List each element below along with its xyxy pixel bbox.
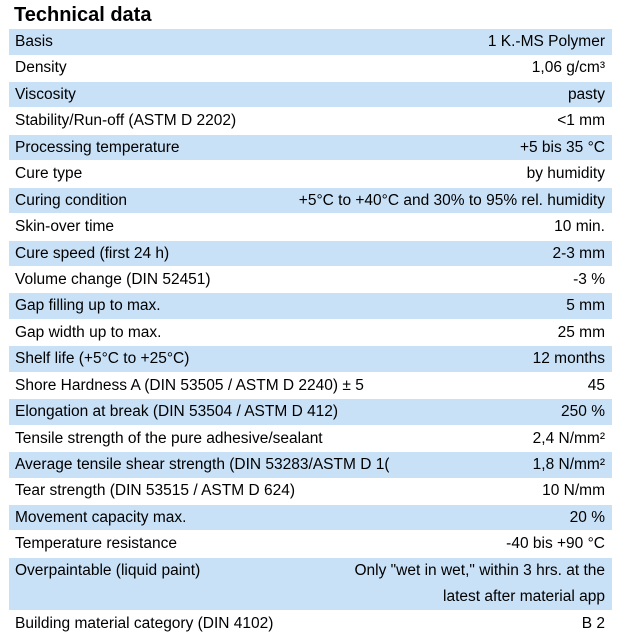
table-row xyxy=(9,161,612,187)
table-row xyxy=(9,478,612,504)
table-row xyxy=(9,426,612,452)
row-value: 1,8 N/mm² xyxy=(532,456,605,473)
row-value: 1 K.-MS Polymer xyxy=(487,33,605,50)
table-row xyxy=(9,267,612,293)
row-label: Building material category (DIN 4102) xyxy=(15,615,274,633)
row-value: +5°C to +40°C and 30% to 95% rel. humidity xyxy=(298,191,605,209)
row-value: by humidity xyxy=(526,165,605,183)
table-row xyxy=(9,293,612,319)
row-value: <1 mm xyxy=(557,112,605,130)
row-value: 1,06 g/cm³ xyxy=(531,59,605,77)
row-label: Cure type xyxy=(15,165,83,183)
row-label: Processing temperature xyxy=(15,138,180,156)
table-row xyxy=(9,55,612,81)
row-value: B 2 xyxy=(581,615,605,633)
row-label: Temperature resistance xyxy=(15,535,177,553)
row-label: Overpaintable (liquid paint) xyxy=(15,561,201,579)
table-row xyxy=(9,558,612,611)
row-label: Viscosity xyxy=(15,85,76,103)
table-row xyxy=(9,82,612,108)
row-label: Elongation at break (DIN 53504 / ASTM D 412) xyxy=(15,403,339,421)
row-label: Volume change (DIN 52451) xyxy=(15,270,211,288)
row-value: +5 bis 35 °C xyxy=(519,138,605,156)
technical-data-table xyxy=(9,29,612,638)
table-row xyxy=(9,399,612,425)
row-label: Tear strength (DIN 53515 / ASTM D 624) xyxy=(15,482,295,500)
row-label: Gap width up to max. xyxy=(15,323,162,341)
table-row xyxy=(9,320,612,346)
row-value: 10 N/mm xyxy=(542,482,605,500)
table-row xyxy=(9,373,612,399)
table-row xyxy=(9,214,612,240)
row-value: 250 % xyxy=(561,403,605,421)
table-row xyxy=(9,135,612,161)
page-title: Technical data xyxy=(14,4,152,26)
row-label: Basis xyxy=(15,33,53,50)
table-row xyxy=(9,505,612,531)
row-value: pasty xyxy=(567,85,605,103)
row-label: Density xyxy=(15,59,67,77)
row-value: 12 months xyxy=(532,350,605,368)
row-label: Tensile strength of the pure adhesive/sealant xyxy=(15,429,323,447)
row-value: -3 % xyxy=(573,270,605,288)
row-value: 20 % xyxy=(569,508,605,526)
row-value: 5 mm xyxy=(566,297,605,315)
row-label: Shore Hardness A (DIN 53505 / ASTM D 2240) ± 5 xyxy=(15,376,364,394)
row-label: Curing condition xyxy=(15,191,128,209)
row-label: Skin-over time xyxy=(15,218,115,236)
row-value: 2-3 mm xyxy=(552,244,605,262)
row-label: Movement capacity max. xyxy=(15,508,187,526)
table-row xyxy=(9,29,612,55)
table-row xyxy=(9,188,612,214)
row-label: Cure speed (first 24 h) xyxy=(15,244,170,262)
row-value: Only "wet in wet," within 3 hrs. at the latest after material app xyxy=(354,561,605,605)
row-value: 10 min. xyxy=(554,218,605,236)
row-label: Gap filling up to max. xyxy=(15,297,161,315)
table-row xyxy=(9,531,612,557)
row-label: Stability/Run-off (ASTM D 2202) xyxy=(15,112,237,130)
row-value: 45 xyxy=(587,376,605,394)
table-row xyxy=(9,611,612,637)
row-value: 2,4 N/mm² xyxy=(532,429,605,447)
table-row xyxy=(9,346,612,372)
row-label: Shelf life (+5°C to +25°C) xyxy=(15,350,190,368)
table-row xyxy=(9,452,612,478)
row-label: Average tensile shear strength (DIN 53283/ASTM D 1( xyxy=(15,456,390,473)
row-value: 25 mm xyxy=(557,323,605,341)
row-value: -40 bis +90 °C xyxy=(506,535,605,553)
table-row xyxy=(9,241,612,267)
table-row xyxy=(9,108,612,134)
